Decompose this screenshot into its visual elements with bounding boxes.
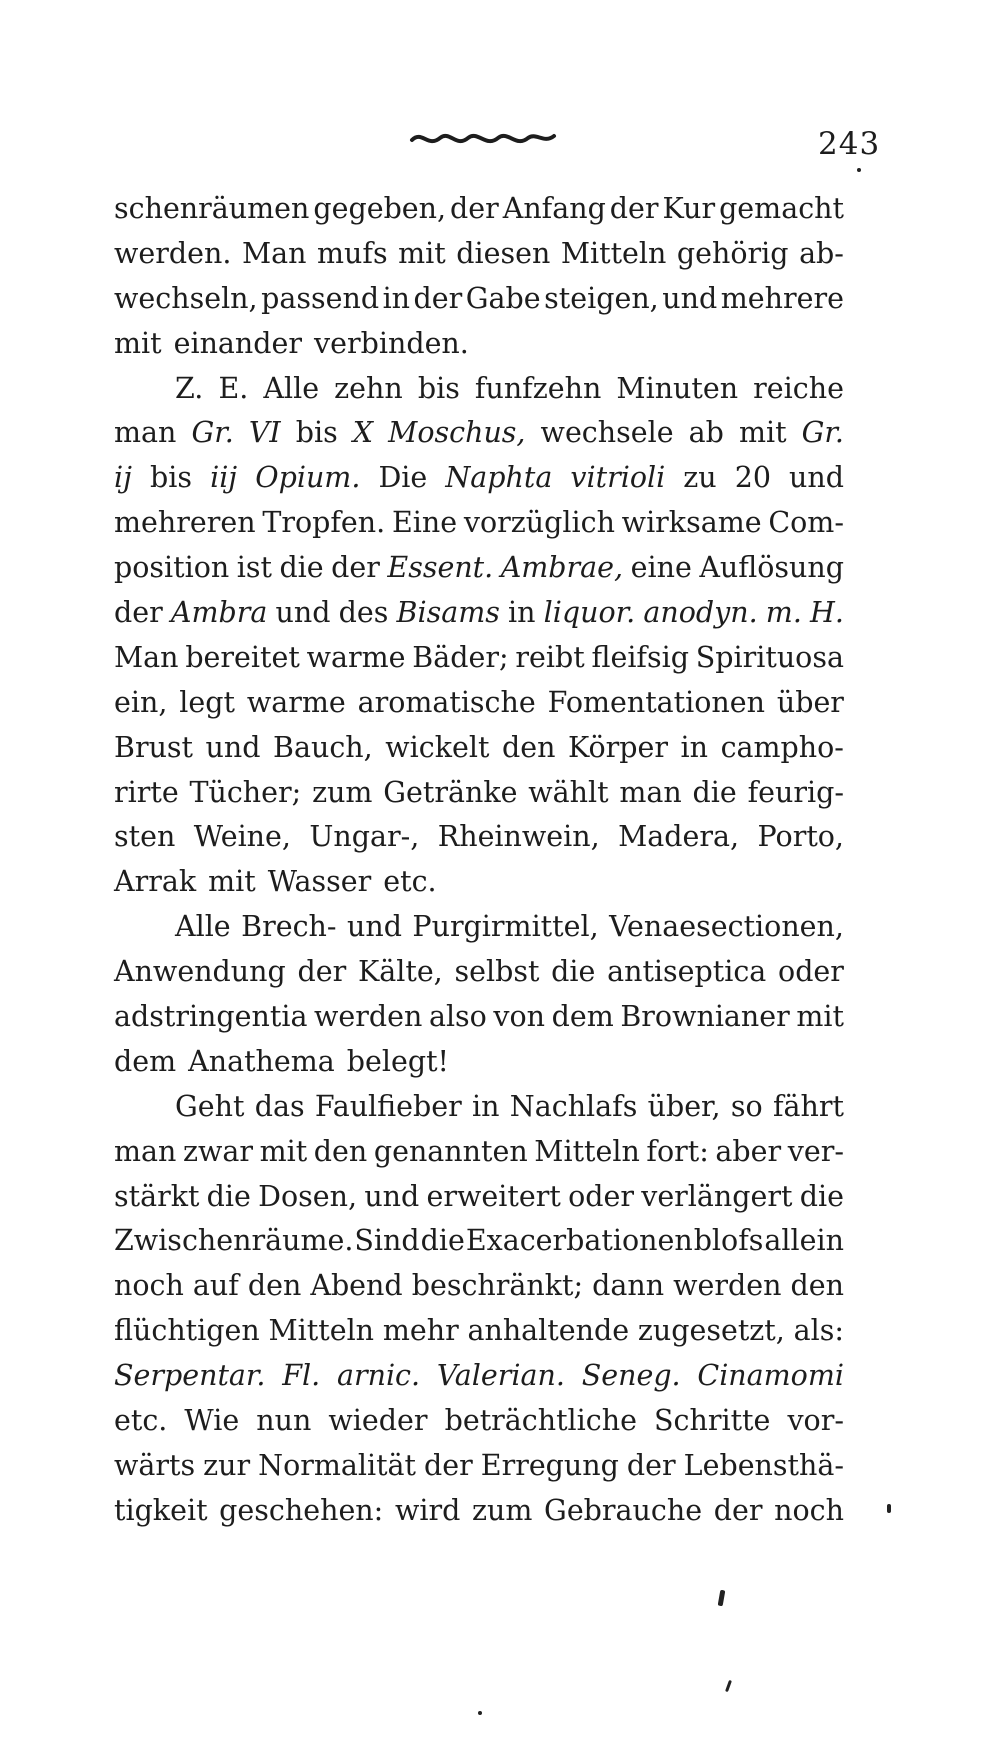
word: beschränkt; [411, 1269, 584, 1303]
word: der [114, 596, 163, 630]
word: und [364, 1179, 420, 1213]
word: mit [114, 326, 162, 360]
word: eine [630, 551, 692, 585]
scan-speck [478, 1711, 482, 1715]
word: Brust [114, 730, 194, 764]
word: Man [114, 640, 179, 674]
word: Ambra [170, 596, 268, 630]
word: noch [114, 1269, 184, 1303]
word: dann [592, 1269, 665, 1303]
text-line [114, 636, 844, 681]
word: Kälte, [357, 955, 443, 989]
text-line [114, 187, 844, 232]
word: Alle [263, 371, 320, 405]
word: Anwendung [114, 955, 286, 989]
word: und [662, 281, 718, 315]
word: E. [218, 371, 249, 405]
word: Zwischenräume. [114, 1224, 354, 1258]
word: Abend [310, 1269, 403, 1303]
word: ein, [114, 685, 168, 719]
word: Körper [567, 730, 669, 764]
word: mit [398, 236, 446, 270]
text-line [114, 995, 844, 1040]
text-line [114, 546, 844, 591]
word: die [551, 955, 596, 989]
word: werden. [114, 236, 232, 270]
word: zum [471, 1493, 533, 1527]
word: adstringentia [114, 1000, 308, 1034]
word: liquor. [543, 596, 636, 630]
text-line [114, 277, 844, 322]
word: aber [715, 1134, 782, 1168]
word: vitrioli [570, 461, 666, 495]
word: vorzüglich [463, 506, 615, 540]
word: den [313, 1134, 368, 1168]
word: die [692, 775, 737, 809]
word: oder [778, 955, 844, 989]
word: Tropfen. [262, 506, 386, 540]
word: funfzehn [474, 371, 602, 405]
word: bis [150, 461, 193, 495]
word: über, [647, 1089, 721, 1123]
word: den [501, 730, 556, 764]
word: VI [248, 416, 281, 450]
word: Moschus, [388, 416, 526, 450]
word: warme [246, 685, 346, 719]
scan-speck [887, 1504, 891, 1513]
word: reiche [753, 371, 844, 405]
word: Fl. [282, 1359, 321, 1393]
word: warme [306, 640, 406, 674]
word: Exacerbationen [465, 1224, 693, 1258]
word: campho- [720, 730, 844, 764]
word: bis [295, 416, 338, 450]
word: selbst [454, 955, 540, 989]
word: Brech- [241, 910, 337, 944]
word: und [275, 596, 331, 630]
word: feurig- [747, 775, 844, 809]
word: X [352, 416, 374, 450]
word: fleifsig [591, 640, 689, 674]
word: bis [417, 371, 460, 405]
word: fährt [772, 1089, 844, 1123]
word: die [799, 1179, 844, 1213]
word: mehreren [114, 506, 256, 540]
word: ver- [787, 1134, 844, 1168]
word: allein [764, 1224, 844, 1258]
word: anhaltende [467, 1314, 630, 1348]
word: Tücher; [189, 775, 302, 809]
word: verlängert [641, 1179, 793, 1213]
word: der [626, 1448, 676, 1482]
word: tigkeit [114, 1493, 208, 1527]
word: Erregung [480, 1448, 619, 1482]
word: wählt [528, 775, 609, 809]
word: Opium. [255, 461, 361, 495]
word: iij [210, 461, 238, 495]
word: fort: [646, 1134, 709, 1168]
text-line [114, 1354, 844, 1399]
word: wärts [114, 1448, 196, 1482]
word: Schritte [654, 1404, 771, 1438]
word: der [424, 1448, 473, 1482]
word: Auflösung [699, 551, 844, 585]
word: Mitteln [268, 1314, 375, 1348]
word: rirte [114, 775, 179, 809]
word: zugesetzt, [637, 1314, 785, 1348]
word: arnic. [336, 1359, 421, 1393]
word: den [790, 1269, 844, 1303]
word: ij [114, 461, 132, 495]
word: Madera, [618, 820, 740, 854]
word: Cinamomi [697, 1359, 844, 1393]
word: Gr. [191, 416, 234, 450]
word: beträchtliche [444, 1404, 637, 1438]
word: geschehen: [219, 1493, 384, 1527]
text-line [114, 232, 844, 277]
word: Weine, [193, 820, 291, 854]
word: Anathema [188, 1044, 335, 1078]
word: Kur [662, 192, 716, 225]
text-line [114, 1489, 844, 1534]
word: Man [241, 236, 307, 270]
word: Brownianer [620, 1000, 790, 1034]
text-line [114, 905, 844, 950]
word: belegt! [346, 1044, 450, 1078]
word: Getränke [383, 775, 518, 809]
word: mit [259, 1134, 308, 1168]
word: in [382, 281, 411, 315]
word: mehr [382, 1314, 459, 1348]
word: und [789, 461, 844, 495]
word: in [508, 596, 536, 630]
word: den [247, 1269, 302, 1303]
word: nun [256, 1404, 312, 1438]
text-line [114, 771, 844, 816]
word: Lebensthä- [683, 1448, 844, 1482]
word: man [619, 775, 682, 809]
word: die [279, 551, 324, 585]
word: Ambrae, [500, 551, 624, 585]
word: der [450, 192, 499, 225]
word: diesen [456, 236, 551, 270]
word: wickelt [385, 730, 490, 764]
word: Bisams [396, 596, 500, 630]
word: werden [314, 1000, 423, 1034]
word: schenräumen [114, 192, 310, 225]
text-line [114, 860, 844, 905]
word: Serpentar. [114, 1359, 266, 1393]
word: Rheinwein, [437, 820, 600, 854]
word: Arrak [114, 865, 197, 899]
word: Die [378, 461, 428, 495]
scan-speck [718, 1590, 726, 1607]
word: bereitet [185, 640, 300, 674]
text-line [114, 367, 844, 412]
word: dem [551, 1000, 614, 1034]
text-line [114, 726, 844, 771]
word: wird [394, 1493, 461, 1527]
word: der [609, 192, 659, 225]
text-line [114, 1219, 844, 1264]
word: stärkt [114, 1179, 200, 1213]
header-ornament-icon [408, 126, 558, 150]
word: mehrere [720, 281, 844, 315]
text-line [114, 456, 844, 501]
word: Nachlafs [509, 1089, 638, 1123]
word: zur [203, 1448, 251, 1482]
word: Naphta [445, 461, 553, 495]
word: und [346, 910, 402, 944]
word: also [428, 1000, 487, 1034]
text-line [114, 950, 844, 995]
word: ab- [799, 236, 844, 270]
word: etc. [114, 1404, 168, 1438]
word: wechseln, [114, 281, 258, 315]
text-line [114, 1040, 844, 1085]
word: auf [192, 1269, 239, 1303]
word: reibt [515, 640, 585, 674]
word: über [776, 685, 844, 719]
word: legt [179, 685, 235, 719]
word: Purgirmittel, [412, 910, 599, 944]
word: in [680, 730, 709, 764]
text-line [114, 1130, 844, 1175]
word: Venaesectionen, [609, 910, 844, 944]
word: noch [774, 1493, 844, 1527]
word: so [730, 1089, 763, 1123]
word: Faulfieber [314, 1089, 462, 1123]
word: wirksame [621, 506, 762, 540]
word: zum [312, 775, 373, 809]
word: als: [793, 1314, 844, 1348]
text-line [114, 1264, 844, 1309]
word: in [472, 1089, 500, 1123]
word: Minuten [616, 371, 739, 405]
word: verbinden. [314, 326, 469, 360]
word: 20 [734, 461, 771, 495]
word: aromatische [357, 685, 536, 719]
word: Valerian. [436, 1359, 565, 1393]
body-text [114, 187, 844, 1534]
word: Seneg. [581, 1359, 681, 1393]
text-line [114, 1399, 844, 1444]
word: sten [114, 820, 176, 854]
text-line [114, 815, 844, 860]
word: der [413, 281, 463, 315]
word: werden [673, 1269, 782, 1303]
word: Fomentationen [547, 685, 765, 719]
word: vor- [787, 1404, 844, 1438]
word: antiseptica [607, 955, 767, 989]
word: wechsele [540, 416, 674, 450]
text-line [114, 681, 844, 726]
word: Normalität [258, 1448, 416, 1482]
text-line [114, 322, 844, 367]
scan-speck [857, 168, 861, 172]
word: H. [810, 596, 844, 630]
word: Gebrauche [544, 1493, 703, 1527]
word: man [114, 1134, 177, 1168]
word: gemacht [719, 192, 844, 225]
word: anodyn. [643, 596, 758, 630]
word: flüchtigen [114, 1314, 260, 1348]
word: blofs [693, 1224, 764, 1258]
word: Spirituosa [695, 640, 844, 674]
word: und [205, 730, 261, 764]
word: Mitteln [534, 1134, 640, 1168]
word: Dosen, [258, 1179, 358, 1213]
word: Porto, [757, 820, 844, 854]
page-number: 243 [818, 126, 881, 162]
text-line [114, 1309, 844, 1354]
word: mufs [317, 236, 388, 270]
scan-speck [725, 1680, 732, 1692]
word: Wasser [267, 865, 372, 899]
text-line [114, 1175, 844, 1220]
word: wieder [328, 1404, 428, 1438]
word: Alle [175, 910, 231, 944]
word: ist [236, 551, 272, 585]
word: einander [173, 326, 303, 360]
text-line [114, 1444, 844, 1489]
word: zwar [182, 1134, 253, 1168]
word: dem [114, 1044, 177, 1078]
word: mit [738, 416, 787, 450]
word: Geht [175, 1089, 245, 1123]
text-line [114, 1085, 844, 1130]
word: m. [765, 596, 802, 630]
word: zehn [334, 371, 403, 405]
word: Gabe [465, 281, 541, 315]
word: das [254, 1089, 305, 1123]
text-line [114, 501, 844, 546]
word: der [331, 551, 380, 585]
word: Sind [354, 1224, 420, 1258]
word: des [338, 596, 389, 630]
word: der [713, 1493, 763, 1527]
word: mit [208, 865, 256, 899]
word: Gr. [801, 416, 844, 450]
word: mit [796, 1000, 844, 1034]
text-line [114, 591, 844, 636]
word: Z. [175, 371, 204, 405]
word: die [420, 1224, 465, 1258]
word: Bäder; [412, 640, 509, 674]
word: Ungar-, [309, 820, 420, 854]
word: die [206, 1179, 251, 1213]
word: Wie [184, 1404, 240, 1438]
word: erweitert [426, 1179, 561, 1213]
word: steigen, [544, 281, 659, 315]
word: passend [261, 281, 380, 315]
word: man [114, 416, 177, 450]
word: Eine [391, 506, 458, 540]
word: position [114, 551, 230, 585]
word: gegeben, [313, 192, 447, 225]
word: etc. [383, 865, 437, 899]
word: Anfang [502, 192, 606, 225]
word: Com- [768, 506, 844, 540]
word: oder [568, 1179, 634, 1213]
word: Mitteln [560, 236, 667, 270]
word: von [493, 1000, 546, 1034]
word: gehörig [676, 236, 789, 270]
word: Essent. [387, 551, 494, 585]
text-line [114, 411, 844, 456]
word: zu [683, 461, 717, 495]
word: ab [688, 416, 724, 450]
word: genannten [373, 1134, 528, 1168]
word: Bauch, [273, 730, 373, 764]
word: der [297, 955, 347, 989]
